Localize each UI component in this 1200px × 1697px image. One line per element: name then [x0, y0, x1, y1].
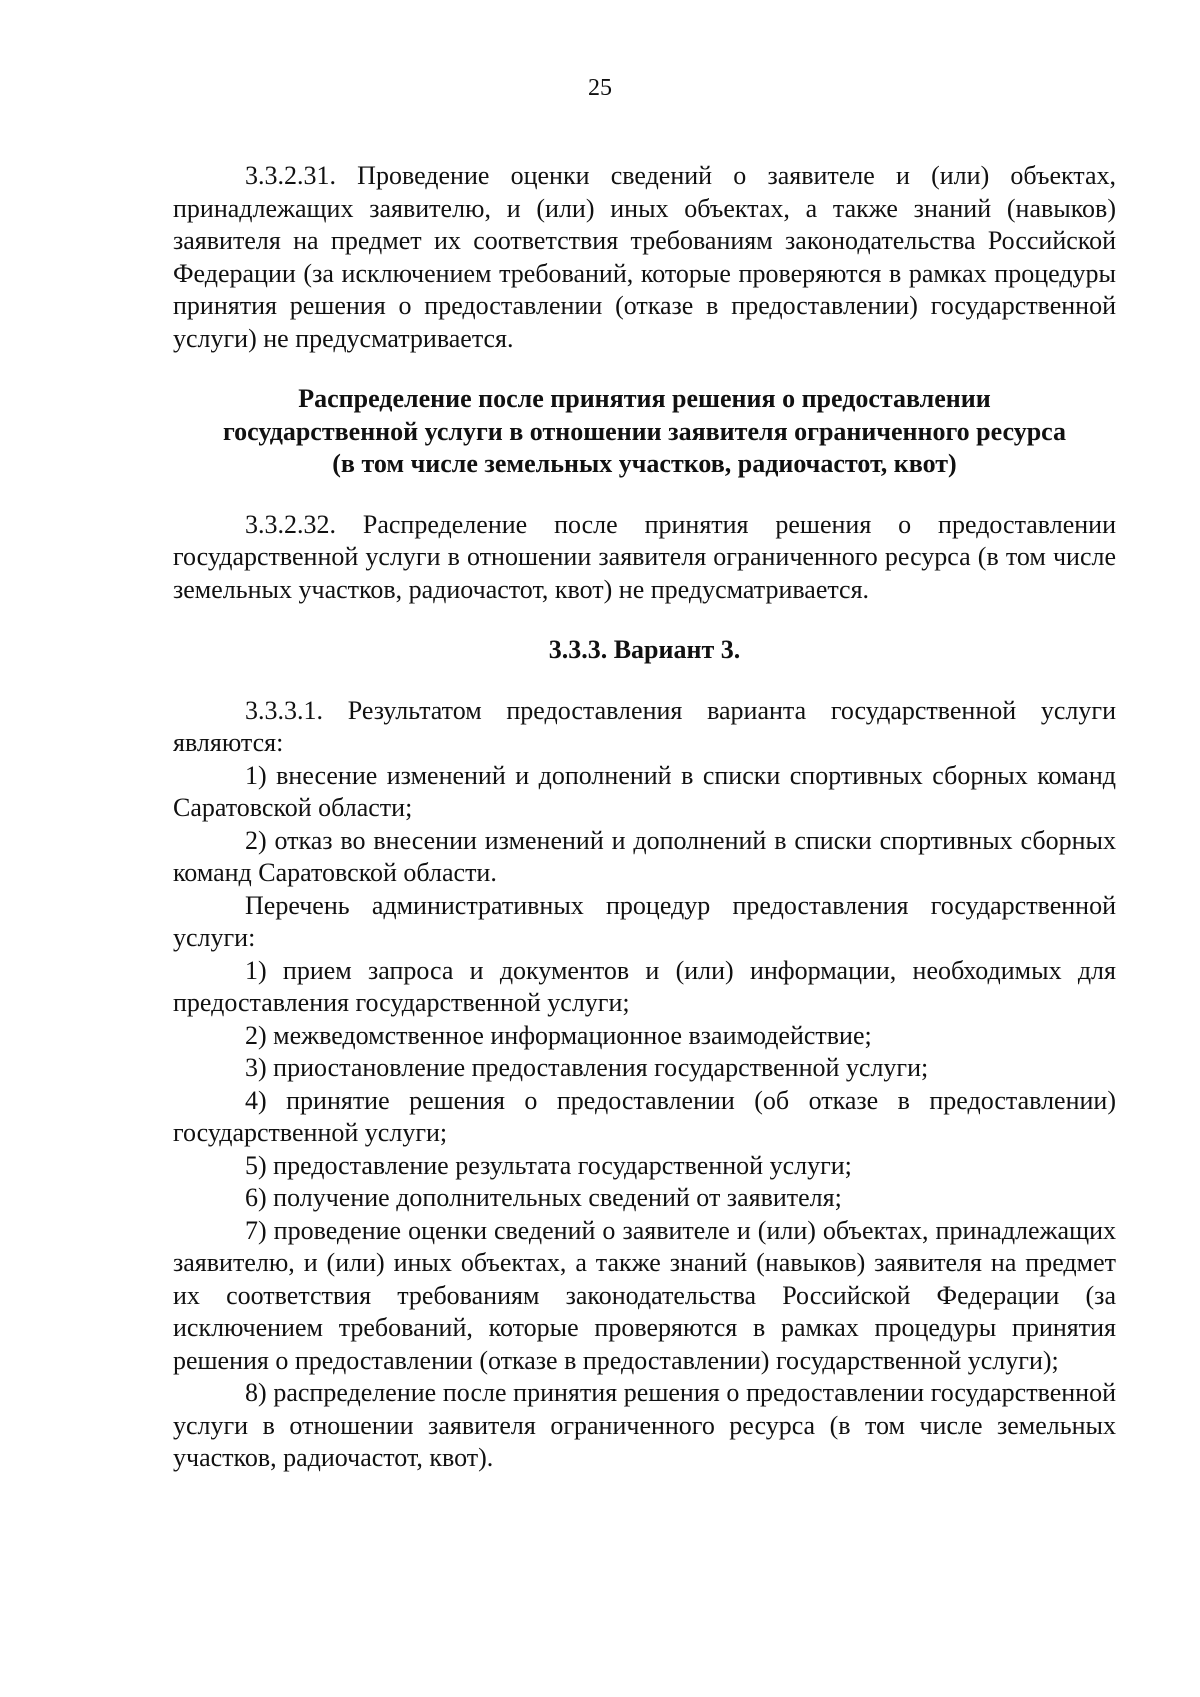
section-heading-line-2: государственной услуги в отношении заявителя ограниченного ресурса [222, 416, 1067, 446]
variant-3-heading: 3.3.3. Вариант 3. [548, 635, 741, 664]
result-item: 2) отказ во внесении изменений и дополнений в списки спортивных сборных команд Саратовской области. [173, 825, 1116, 887]
procedure-item: 5) предоставление результата государственной услуги; [245, 1150, 852, 1180]
procedure-item: 2) межведомственное информационное взаимодействие; [245, 1020, 872, 1050]
procedure-item: 6) получение дополнительных сведений от заявителя; [245, 1183, 842, 1212]
paragraph-3-3-2-31: 3.3.2.31. Проведение оценки сведений о заявителе и (или) объектах, принадлежащих заявителю, и (или) иных объектах, а также знаний (навыков) заявителя на предмет их соответствия требованиям законодательства Российской Федерации (за исключением требований, которые проверяются в рамках процедуры принятия решения о предоставлении (отказе в предоставлении) государственной услуги) не предусматривается. [173, 161, 1116, 353]
paragraph-3-3-2-32: 3.3.2.32. Распределение после принятия решения о предоставлении государственной услуги в отношении заявителя ограниченного ресурса (в том числе земельных участков, радиочастот, квот) не предусматривается. [173, 509, 1116, 604]
document-body [173, 160, 1116, 1475]
paragraph-3-3-3-1: 3.3.3.1. Результатом предоставления варианта государственной услуги являются: [173, 695, 1116, 757]
section-heading-line-3: (в том числе земельных участков, радиочастот, квот) [332, 449, 957, 478]
result-item: 1) внесение изменений и дополнений в списки спортивных сборных команд Саратовской области; [173, 760, 1116, 822]
procedure-item: 1) прием запроса и документов и (или) информации, необходимых для предоставления государственной услуги; [173, 955, 1116, 1017]
procedure-item: 4) принятие решения о предоставлении (об отказе в предоставлении) государственной услуги; [173, 1085, 1116, 1147]
page-number: 25 [588, 75, 612, 101]
procedure-item: 8) распределение после принятия решения о предоставлении государственной услуги в отношении заявителя ограниченного ресурса (в том числе земельных участков, радиочастот, квот). [173, 1378, 1116, 1472]
procedures-intro: Перечень административных процедур предоставления государственной услуги: [173, 890, 1116, 952]
procedure-item: 7) проведение оценки сведений о заявителе и (или) объектах, принадлежащих заявителю, и (или) иных объектах, а также знаний (навыков) заявителя на предмет их соответствия требованиям законодательства Российской Федерации (за исключением требований, которые проверяются в рамках процедуры принятия решения о предоставлении (отказе в предоставлении) государственной услуги); [173, 1215, 1116, 1375]
procedure-item: 3) приостановление предоставления государственной услуги; [245, 1053, 929, 1082]
section-heading-line-1: Распределение после принятия решения о предоставлении [298, 384, 991, 413]
